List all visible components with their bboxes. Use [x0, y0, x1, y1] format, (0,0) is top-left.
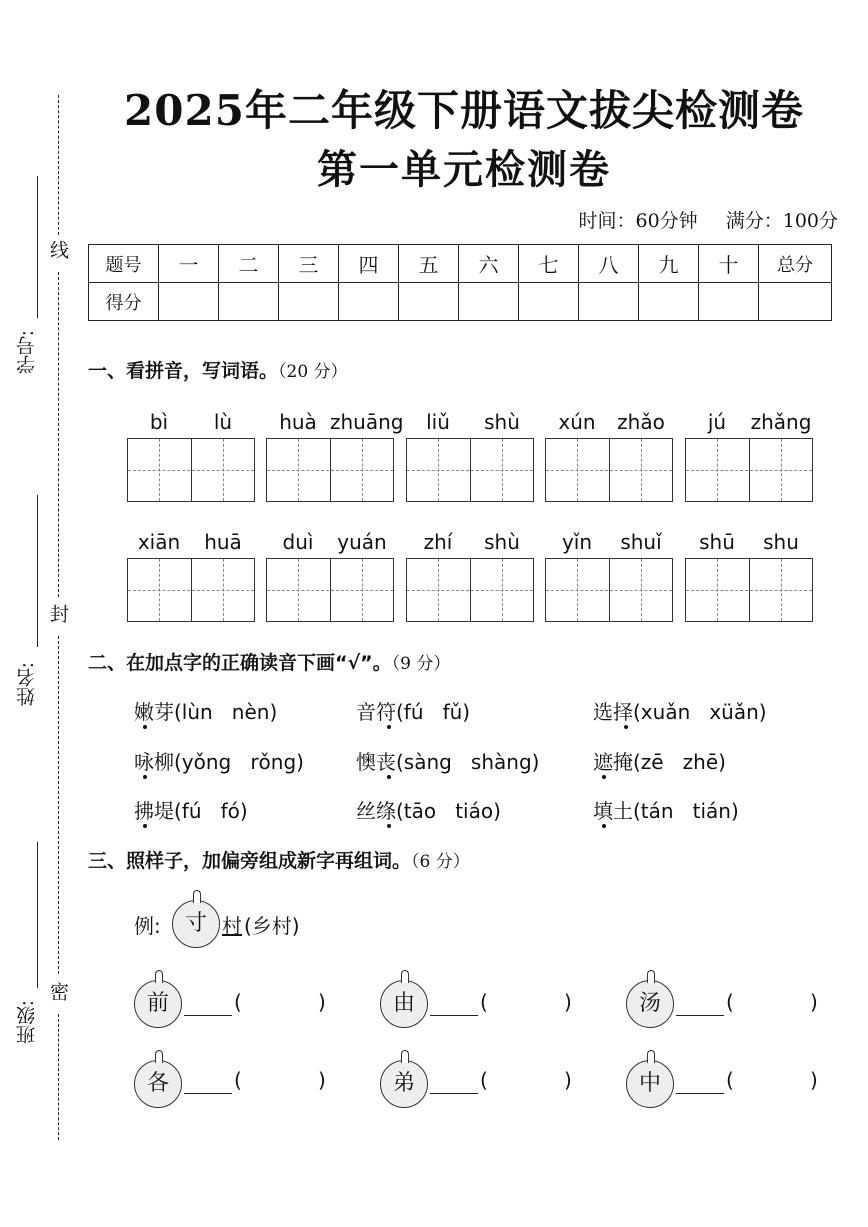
score-cell[interactable]	[459, 283, 519, 321]
apple-stem-icon	[401, 970, 409, 983]
base-char: 前	[146, 991, 169, 1016]
reading-item[interactable]: 咏柳(yǒng rǒng)	[134, 750, 304, 774]
writing-grid[interactable]	[685, 558, 813, 622]
base-char: 由	[392, 991, 415, 1016]
question-number: 六	[459, 245, 519, 283]
score-cell[interactable]	[579, 283, 639, 321]
writing-grid[interactable]	[127, 558, 255, 622]
pinyin: xún	[558, 410, 596, 434]
apple-stem-icon	[647, 1050, 655, 1063]
score-table-score-row	[89, 283, 832, 321]
exam-meta	[557, 206, 839, 233]
question-number: 三	[279, 245, 339, 283]
question-number: 四	[339, 245, 399, 283]
pinyin: yǐn	[561, 530, 593, 554]
apple-stem-icon	[647, 970, 655, 983]
score-cell[interactable]	[159, 283, 219, 321]
apple-char-example	[172, 900, 220, 948]
binding-mark-secret: 密	[47, 982, 69, 1001]
pinyin: duì	[282, 530, 314, 554]
binding-dashed-line-bottom	[58, 1014, 59, 1140]
score-cell[interactable]	[279, 283, 339, 321]
paren-close: )	[318, 1068, 326, 1092]
question-number: 十	[699, 245, 759, 283]
section3-heading	[88, 846, 470, 873]
paren-close: )	[318, 990, 326, 1014]
apple-char	[134, 980, 182, 1028]
pinyin: xiān	[137, 530, 181, 554]
score-row-label: 得分	[89, 283, 159, 321]
writing-grid[interactable]	[127, 438, 255, 502]
apple-stem-icon	[401, 1050, 409, 1063]
paren-open: (	[726, 1068, 734, 1092]
reading-item[interactable]: 懊丧(sàng shàng)	[356, 750, 540, 774]
section1-heading	[88, 356, 348, 383]
paren-open: (	[234, 990, 242, 1014]
pinyin: zhí	[423, 530, 453, 554]
pinyin: bì	[149, 410, 169, 434]
binding-dashed-line-mid2	[58, 636, 59, 974]
emphasis-dot	[143, 775, 147, 779]
answer-blank[interactable]	[676, 1015, 724, 1016]
example-char: 寸	[184, 911, 207, 936]
writing-grid[interactable]	[406, 438, 534, 502]
paren-close: )	[810, 990, 818, 1014]
pinyin: zhǎo	[617, 410, 665, 434]
pinyin: jú	[707, 410, 727, 434]
emphasis-dot	[624, 725, 628, 729]
class-field[interactable]	[37, 842, 38, 988]
score-cell[interactable]	[339, 283, 399, 321]
answer-blank[interactable]	[184, 1015, 232, 1016]
writing-grid[interactable]	[266, 558, 394, 622]
pinyin: zhuāng	[330, 410, 404, 434]
emphasis-dot	[143, 824, 147, 828]
writing-grid[interactable]	[545, 438, 673, 502]
binding-dashed-line-top	[58, 95, 59, 235]
section2-heading	[88, 648, 450, 675]
writing-grid[interactable]	[545, 558, 673, 622]
reading-item[interactable]: 填土(tán tián)	[593, 799, 739, 823]
paren-close: )	[810, 1068, 818, 1092]
section3-title: 三、照样子，加偏旁组成新字再组词。	[88, 850, 412, 872]
total-score-label: 总分	[759, 245, 832, 283]
answer-blank[interactable]	[430, 1093, 478, 1094]
pinyin: shù	[484, 530, 520, 554]
base-char: 各	[146, 1071, 169, 1096]
score-cell[interactable]	[699, 283, 759, 321]
emphasis-dot	[387, 775, 391, 779]
apple-char	[380, 1060, 428, 1108]
binding-dashed-line-mid1	[58, 272, 59, 597]
answer-blank[interactable]	[184, 1093, 232, 1094]
base-char: 弟	[392, 1071, 415, 1096]
apple-stem-icon	[155, 970, 163, 983]
score-cell[interactable]	[219, 283, 279, 321]
section1-title: 一、看拼音，写词语。	[88, 360, 279, 382]
writing-grid[interactable]	[685, 438, 813, 502]
name-field[interactable]	[37, 495, 38, 647]
emphasis-dot	[387, 725, 391, 729]
pinyin: lù	[213, 410, 233, 434]
score-table-header-row	[89, 245, 832, 283]
binding-mark-seal: 封	[47, 604, 69, 623]
pinyin: shù	[484, 410, 520, 434]
student-no-field[interactable]	[37, 176, 38, 318]
question-number: 八	[579, 245, 639, 283]
pinyin: zhǎng	[750, 410, 812, 434]
paren-open: (	[480, 990, 488, 1014]
section2-title: 二、在加点字的正确读音下画“√”。	[88, 652, 392, 674]
emphasis-dot	[387, 824, 391, 828]
score-cell[interactable]	[639, 283, 699, 321]
pinyin: liǔ	[426, 410, 450, 434]
pinyin: shu	[763, 530, 799, 554]
reading-item[interactable]: 音符(fú fǔ)	[356, 700, 471, 724]
score-cell[interactable]	[519, 283, 579, 321]
apple-char	[380, 980, 428, 1028]
apple-stem-icon	[155, 1050, 163, 1063]
section1-points: （20 分）	[278, 362, 348, 382]
exam-full-score: 满分：100分	[725, 210, 838, 232]
emphasis-dot	[602, 824, 606, 828]
answer-blank[interactable]	[676, 1093, 724, 1094]
score-row-label: 题号	[89, 245, 159, 283]
question-number: 七	[519, 245, 579, 283]
example-word: (乡村)	[244, 914, 300, 938]
pinyin: shuǐ	[620, 530, 662, 554]
question-number: 五	[399, 245, 459, 283]
paren-open: (	[234, 1068, 242, 1092]
page-title: 2025年二年级下册语文拔尖检测卷	[124, 86, 804, 135]
class-label: 班级:	[16, 1000, 38, 1045]
paren-close: )	[564, 990, 572, 1014]
paren-close: )	[564, 1068, 572, 1092]
question-number: 九	[639, 245, 699, 283]
reading-item[interactable]: 遮掩(zē zhē)	[593, 750, 726, 774]
reading-item[interactable]: 选择(xuǎn xüǎn)	[593, 700, 767, 724]
name-label: 姓名:	[16, 662, 38, 707]
example-answer: 村	[222, 914, 242, 938]
pinyin: shū	[699, 530, 735, 554]
base-char: 中	[638, 1071, 661, 1096]
apple-char	[626, 980, 674, 1028]
writing-grid[interactable]	[266, 438, 394, 502]
total-score-cell[interactable]	[759, 283, 832, 321]
question-number: 一	[159, 245, 219, 283]
example-label: 例:	[134, 914, 161, 938]
apple-char	[134, 1060, 182, 1108]
binding-mark-line: 线	[47, 240, 69, 259]
pinyin: huà	[279, 410, 317, 434]
apple-stem-icon	[193, 890, 201, 903]
emphasis-dot	[143, 725, 147, 729]
base-char: 汤	[638, 991, 661, 1016]
exam-time: 时间：60分钟	[578, 210, 698, 232]
student-no-label: 学号:	[16, 330, 38, 375]
pinyin: yuán	[337, 530, 387, 554]
reading-item[interactable]: 嫩芽(lùn nèn)	[134, 700, 278, 724]
pinyin: huā	[204, 530, 242, 554]
apple-char	[626, 1060, 674, 1108]
paren-open: (	[480, 1068, 488, 1092]
section2-points: （9 分）	[391, 654, 451, 674]
emphasis-dot	[602, 775, 606, 779]
answer-blank[interactable]	[430, 1015, 478, 1016]
section3-points: （6 分）	[411, 852, 470, 872]
question-number: 二	[219, 245, 279, 283]
page-subtitle: 第一单元检测卷	[317, 146, 611, 193]
paren-open: (	[726, 990, 734, 1014]
writing-grid[interactable]	[406, 558, 534, 622]
score-table	[88, 244, 832, 321]
score-cell[interactable]	[399, 283, 459, 321]
reading-item[interactable]: 丝绦(tāo tiáo)	[356, 799, 501, 823]
reading-item[interactable]: 拂堤(fú fó)	[134, 799, 248, 823]
